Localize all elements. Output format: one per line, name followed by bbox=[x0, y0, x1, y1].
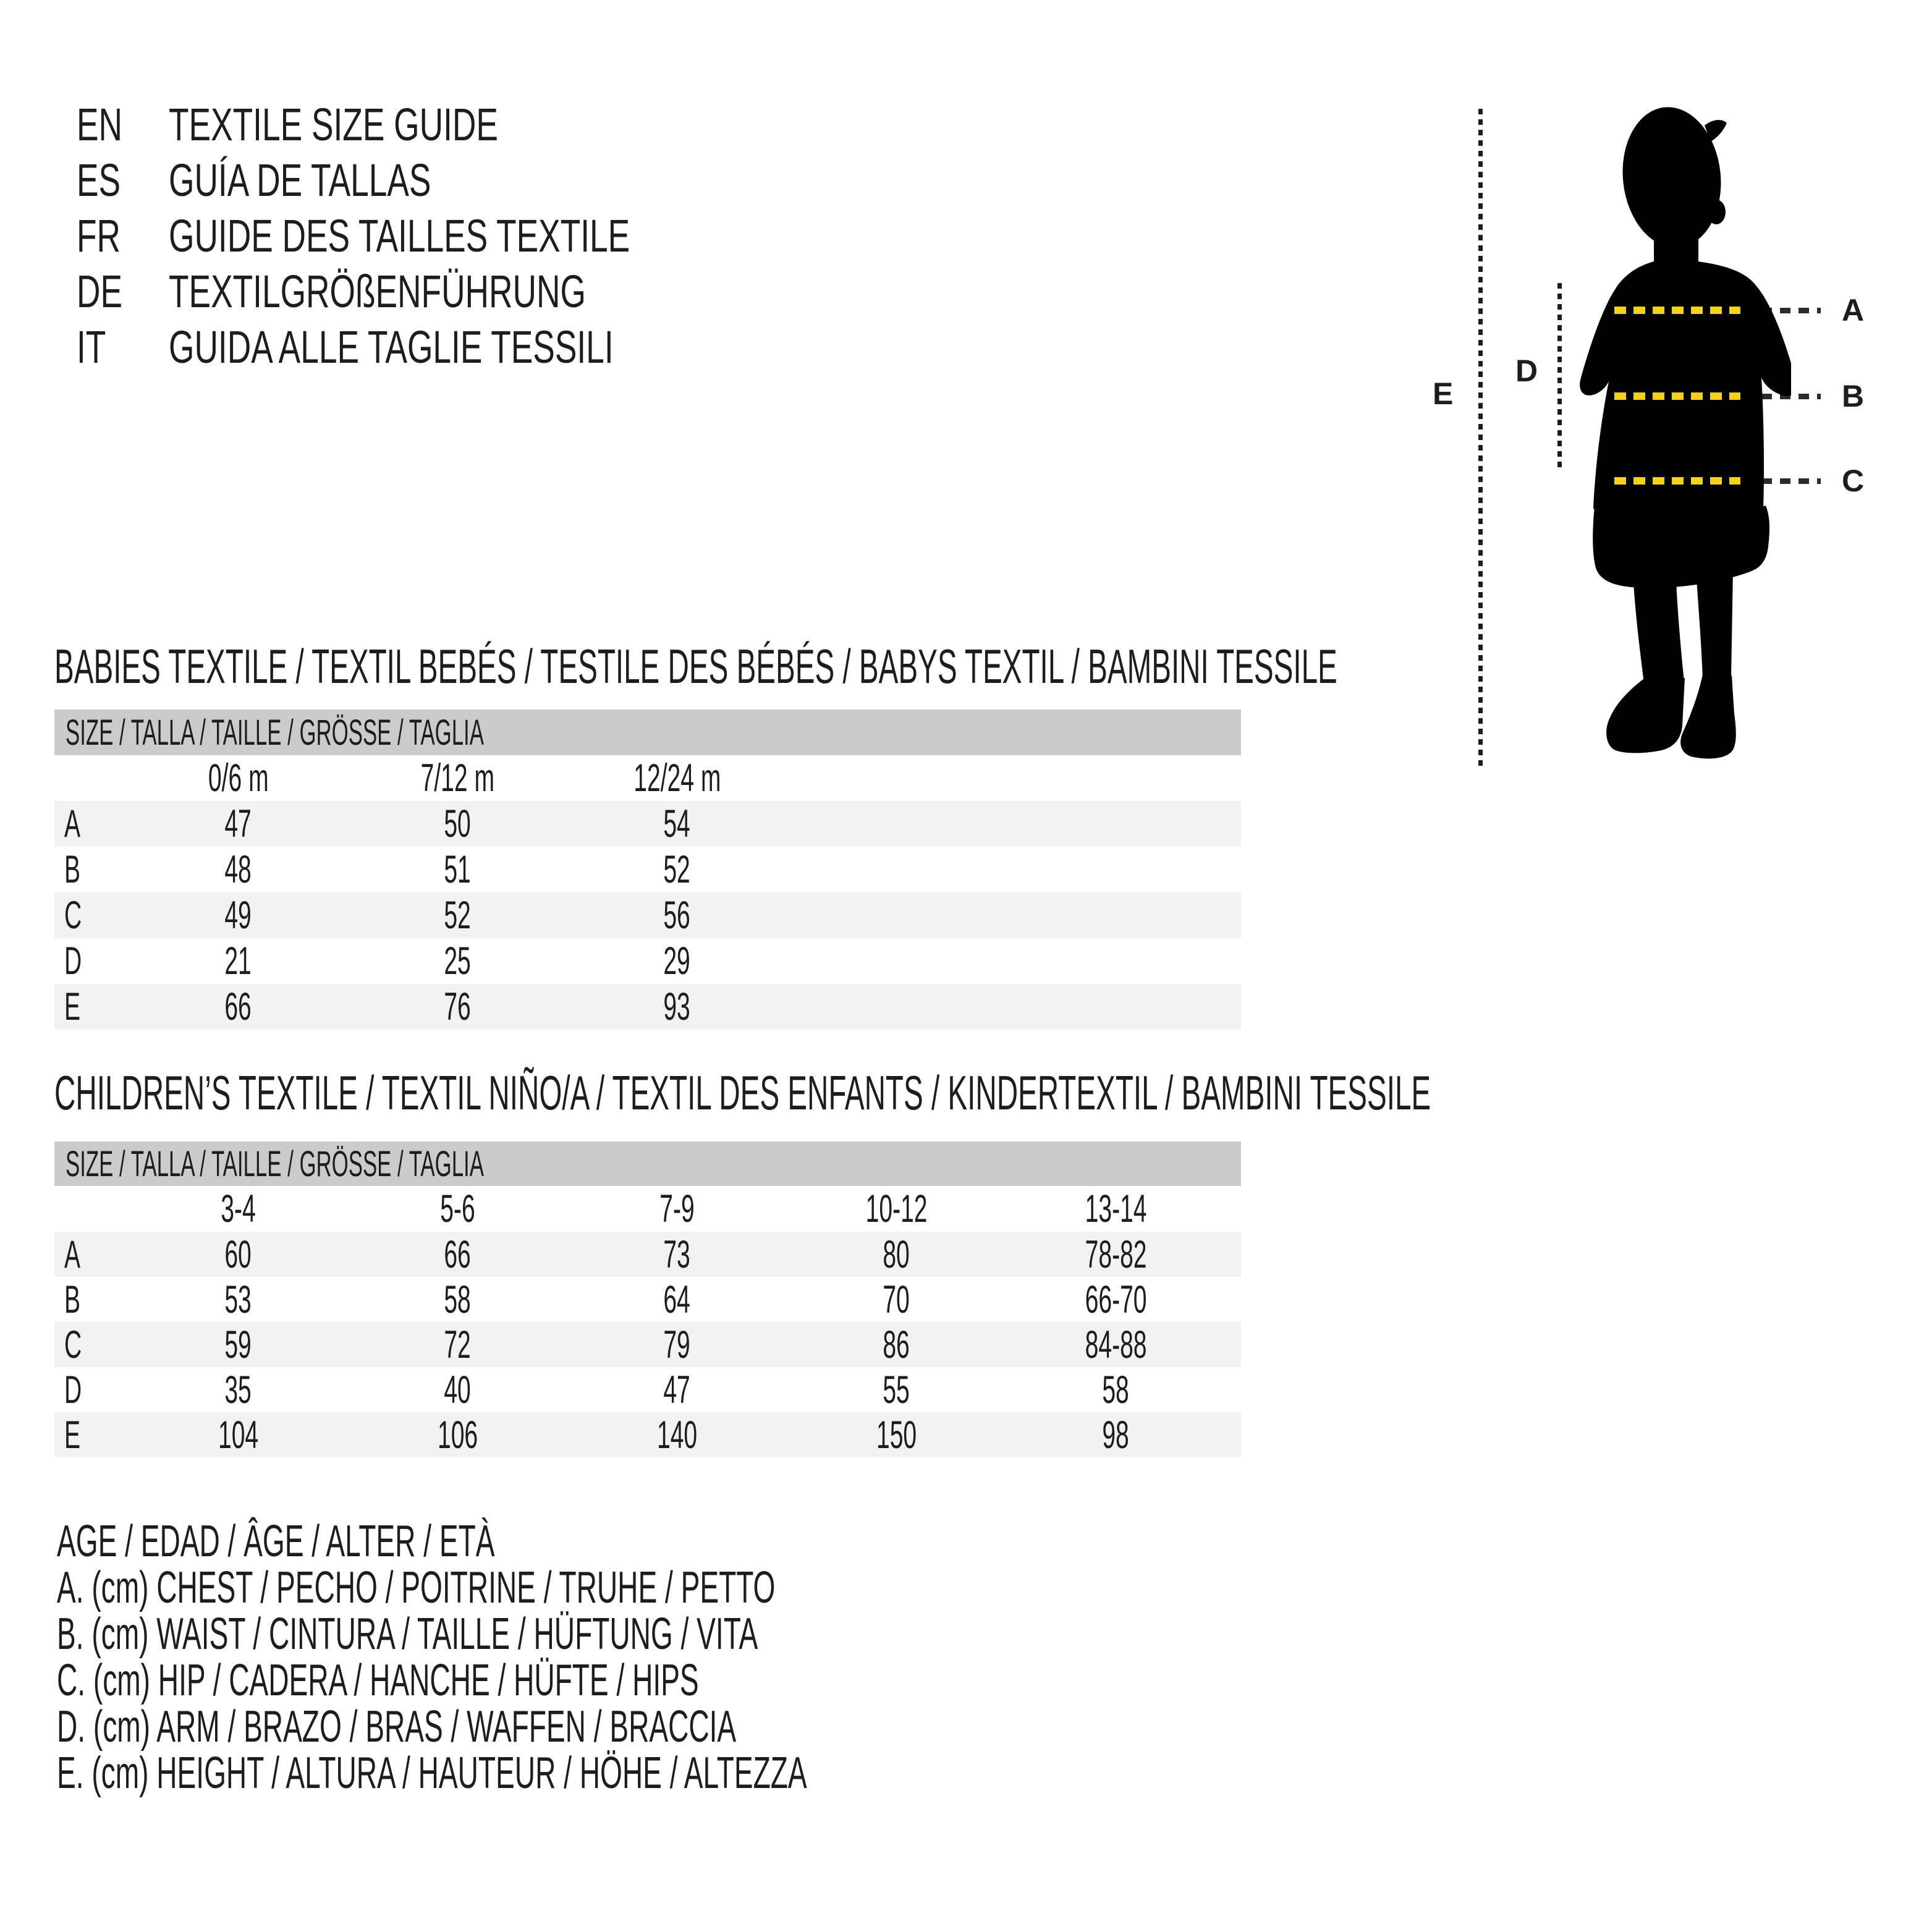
legend-age: AGE / EDAD / ÂGE / ALTER / ETÀ bbox=[57, 1516, 495, 1566]
lang-title-it: GUIDA ALLE TAGLIE TESSILI bbox=[169, 321, 614, 373]
lang-code-fr: FR bbox=[77, 210, 121, 261]
row-label: D bbox=[64, 939, 82, 983]
lang-title-en: TEXTILE SIZE GUIDE bbox=[169, 98, 498, 150]
lang-code-es: ES bbox=[77, 154, 121, 206]
lang-row-it bbox=[77, 319, 786, 375]
babies-size-table bbox=[54, 710, 1241, 1030]
legend-chest: A. (cm) CHEST / PECHO / POITRINE / TRUHE / PETTO bbox=[57, 1562, 776, 1612]
row-label: C bbox=[64, 894, 82, 937]
children-row-a: A 60 66 73 80 78-82 bbox=[54, 1232, 1241, 1277]
lang-row-de bbox=[77, 263, 748, 319]
children-column-header-row bbox=[54, 1186, 1241, 1232]
lang-title-de: TEXTILGRÖßENFÜHRUNG bbox=[169, 265, 586, 317]
babies-row-d: D 21 25 29 bbox=[64, 939, 691, 983]
row-label: E bbox=[64, 1413, 81, 1457]
legend-hip: C. (cm) HIP / CADERA / HANCHE / HÜFTE / HIPS bbox=[57, 1655, 699, 1705]
children-col-3-4: 3-4 bbox=[221, 1187, 256, 1231]
babies-col-7-12m: 7/12 m bbox=[420, 756, 495, 800]
babies-section-title: BABIES TEXTILE / TEXTIL BEBÉS / TESTILE DES BÉBÉS / BABYS TEXTIL / BAMBINI TESSILE bbox=[54, 638, 1337, 693]
children-size-table bbox=[54, 1142, 1241, 1457]
figure-label-b: B bbox=[1842, 379, 1865, 413]
legend-arm: D. (cm) ARM / BRAZO / BRAS / WAFFEN / BRACCIA bbox=[57, 1701, 737, 1752]
lang-title-fr: GUIDE DES TAILLES TEXTILE bbox=[169, 210, 630, 261]
lang-row-es bbox=[77, 152, 533, 208]
children-section-title: CHILDREN’S TEXTILE / TEXTIL NIÑO/A / TEXTIL DES ENFANTS / KINDERTEXTIL / BAMBINI TESSILE bbox=[54, 1065, 1431, 1120]
lang-title-es: GUÍA DE TALLAS bbox=[169, 154, 431, 206]
lang-row-fr bbox=[77, 208, 809, 263]
row-label: B bbox=[64, 1277, 81, 1321]
arm-measure-line-d bbox=[1557, 283, 1562, 472]
babies-column-header-row bbox=[54, 755, 1241, 801]
hip-measure-line-c bbox=[1614, 477, 1740, 485]
chest-measure-line-a bbox=[1614, 307, 1740, 314]
row-label: E bbox=[64, 985, 81, 1028]
lang-code-de: DE bbox=[77, 265, 123, 317]
babies-row-c: C 49 52 56 bbox=[54, 892, 1241, 938]
row-label: C bbox=[64, 1323, 82, 1366]
row-label: B bbox=[64, 848, 81, 891]
lang-code-en: EN bbox=[77, 98, 123, 150]
child-silhouette-icon bbox=[1575, 107, 1791, 781]
children-col-5-6: 5-6 bbox=[440, 1187, 475, 1231]
row-label: D bbox=[64, 1368, 82, 1412]
figure-label-e: E bbox=[1433, 376, 1454, 411]
figure-label-a: A bbox=[1842, 293, 1865, 328]
babies-col-12-24m: 12/24 m bbox=[633, 756, 721, 800]
legend-height: E. (cm) HEIGHT / ALTURA / HAUTEUR / HÖHE / ALTEZZA bbox=[57, 1748, 807, 1798]
children-col-13-14: 13-14 bbox=[1085, 1187, 1147, 1231]
babies-table-header-bar: SIZE / TALLA / TAILLE / GRÖSSE / TAGLIA bbox=[54, 710, 1241, 755]
row-label: A bbox=[64, 802, 81, 845]
children-col-7-9: 7-9 bbox=[659, 1187, 695, 1231]
children-row-e: E 104 106 140 150 98 bbox=[54, 1412, 1241, 1457]
children-row-d: D 35 40 47 55 58 bbox=[64, 1368, 1130, 1412]
babies-col-0-6m: 0/6 m bbox=[208, 756, 269, 800]
figure-label-d: D bbox=[1515, 354, 1539, 388]
row-label: A bbox=[64, 1232, 81, 1276]
lang-code-it: IT bbox=[77, 321, 106, 373]
children-table-header-bar: SIZE / TALLA / TAILLE / GRÖSSE / TAGLIA bbox=[54, 1142, 1241, 1186]
children-col-10-12: 10-12 bbox=[865, 1187, 928, 1231]
babies-row-e: E 66 76 93 bbox=[54, 984, 1241, 1030]
lang-row-en bbox=[77, 96, 626, 152]
waist-measure-line-b bbox=[1614, 392, 1740, 400]
legend-waist: B. (cm) WAIST / CINTURA / TAILLE / HÜFTUNG / VITA bbox=[57, 1609, 758, 1659]
babies-row-a: A 47 50 54 bbox=[54, 801, 1241, 847]
children-row-c: C 59 72 79 86 84-88 bbox=[54, 1322, 1241, 1367]
figure-label-c: C bbox=[1842, 464, 1865, 498]
children-row-b: B 53 58 64 70 66-70 bbox=[64, 1277, 1147, 1321]
babies-row-b: B 48 51 52 bbox=[64, 848, 691, 891]
